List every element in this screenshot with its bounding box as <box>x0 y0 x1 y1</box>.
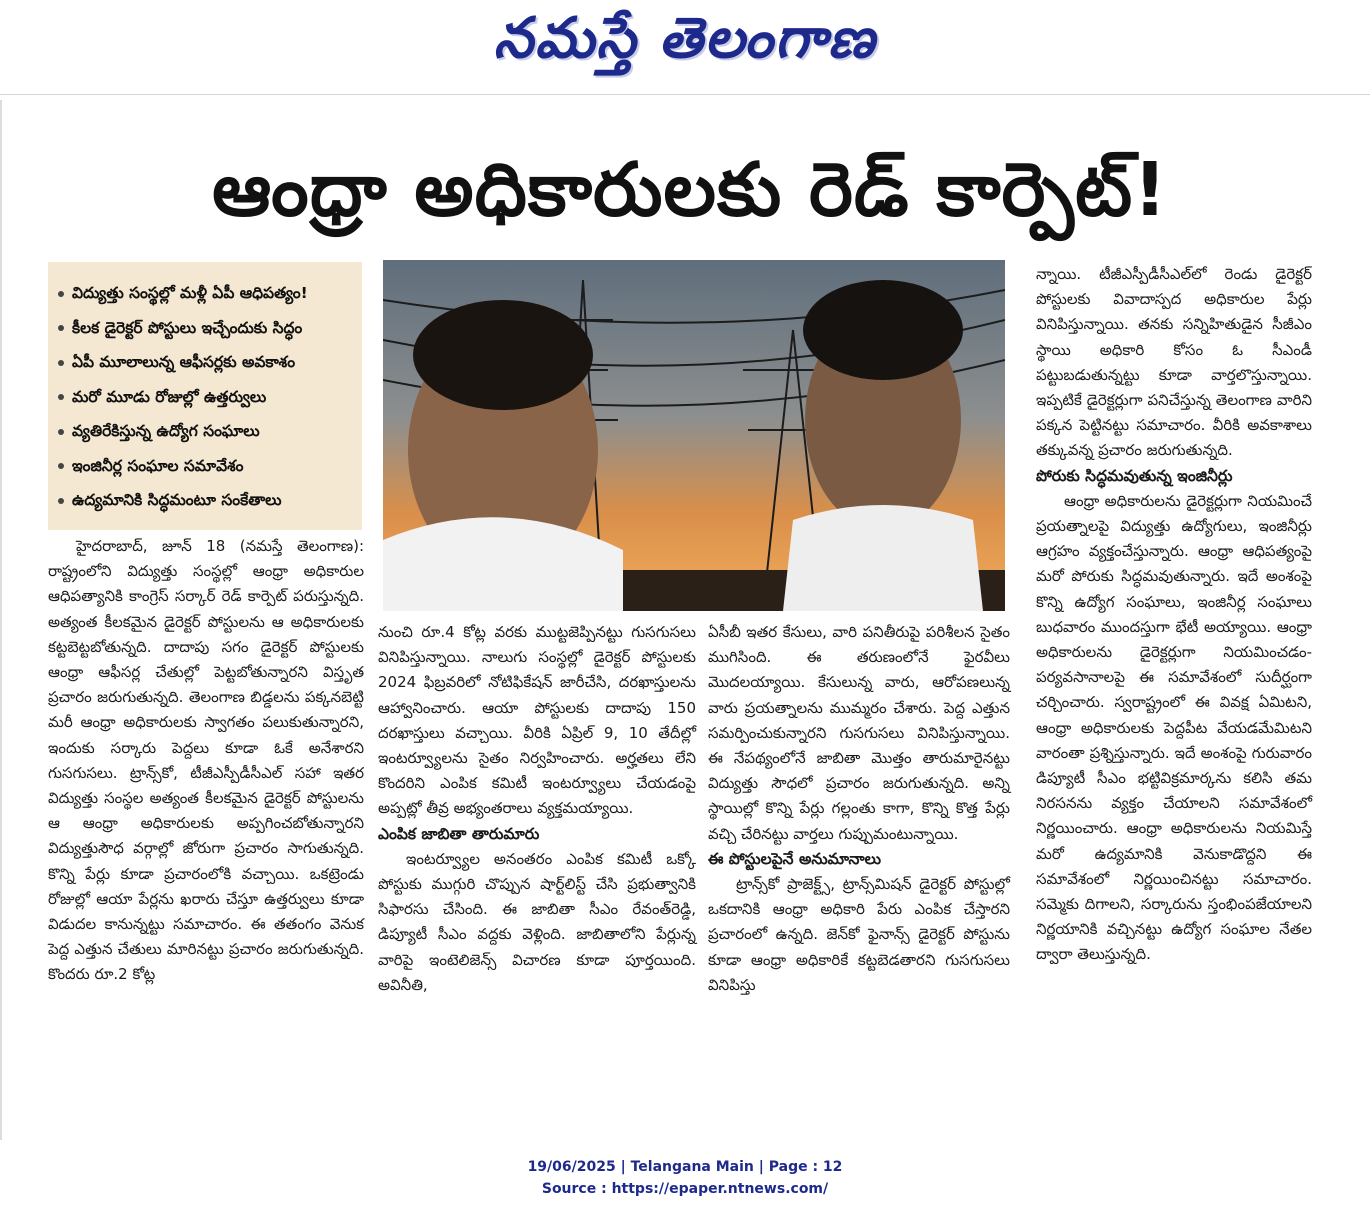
article-photo <box>383 260 1005 611</box>
bullet-icon <box>58 429 64 435</box>
subheading: ఎంపిక జాబితా తారుమారు <box>378 824 540 843</box>
article-column-2 <box>378 620 696 998</box>
masthead <box>0 0 1370 92</box>
bullet-icon <box>58 463 64 469</box>
source-link[interactable]: Source : https://epaper.ntnews.com/ <box>541 1181 829 1197</box>
bullet-icon <box>58 325 64 331</box>
subheading: పోరుకు సిద్ధమవుతున్న ఇంజినీర్లు <box>1036 466 1233 485</box>
article-column-4 <box>1036 262 1312 968</box>
paragraph: ఇంటర్వ్యూల అనంతరం ఎంపిక కమిటీ ఒక్కో పోస్టుకు ముగ్గురి చొప్పున షార్ట్‌లిస్ట్‌ చేసి ప్రభుత్వానికి సిఫారసు చేసింది. ఈ జాబితా సీఎం రేవంత్‌రెడ్డి, డిప్యూటీ సీఎం వద్దకు వెళ్లింది. జాబితాలోని పేర్లున్న వారిపై ఇంటెలిజెన్స్‌ విచారణ కూడా పూర్తయింది. అవినీతి, <box>378 849 696 994</box>
bullet-icon <box>58 394 64 400</box>
highlight-item: వ్యతిరేకిస్తున్న ఉద్యోగ సంఘాలు <box>58 414 354 449</box>
bullet-icon <box>58 360 64 366</box>
edition-info: 19/06/2025 | Telangana Main | Page : 12 <box>527 1159 843 1175</box>
highlights-box <box>48 262 362 530</box>
paragraph: ట్రాన్స్‌కో ప్రాజెక్ట్స్‌, ట్రాన్స్‌మిషన్‌ డైరెక్టర్‌ పోస్టుల్లో ఒకదానికి ఆంధ్రా అధికారి పేరు ఎంపిక చేస్తారని ప్రచారంలో ఉన్నది. జెన్‌కో ఫైనాన్స్‌ డైరెక్టర్‌ పోస్టును కూడా ఆంధ్రా అధికారికే కట్టబెడతారని గుసగుసలు వినిపిస్తు <box>708 875 1010 994</box>
article-column-1 <box>48 534 364 988</box>
paragraph: న్నాయి. టీజీఎస్పీడీసీఎల్‌లో రెండు డైరెక్టర్‌ పోస్టులకు వివాదాస్పద అధికారుల పేర్లు వినిపిస్తున్నాయి. తనకు సన్నిహితుడైన సీజీఎం స్థాయి అధికారి కోసం ఓ సీఎండీ పట్టుబడుతున్నట్టు కూడా వార్తలొస్తున్నాయి. ఇప్పటికే డైరెక్టర్లుగా పనిచేస్తున్న తెలంగాణ వారిని పక్కన పెట్టినట్టు సమాచారం. వీరికి అవకాశాలు తక్కువన్న ప్రచారం జరుగుతున్నది. <box>1036 265 1312 460</box>
bullet-icon <box>58 498 64 504</box>
article-column-3 <box>708 620 1010 998</box>
highlight-item: ఇంజినీర్ల సంఘాల సమావేశం <box>58 449 354 484</box>
bullet-icon <box>58 291 64 297</box>
highlight-item: ఏపీ మూలాలున్న ఆఫీసర్లకు అవకాశం <box>58 345 354 380</box>
article-headline: ఆంధ్రా అధికారులకు రెడ్‌ కార్పెట్‌! <box>212 147 1168 233</box>
highlight-item: కీలక డైరెక్టర్‌ పోస్టులు ఇచ్చేందుకు సిద్ధం <box>58 311 354 346</box>
divider <box>0 94 1370 95</box>
newspaper-logo: నమస్తే తెలంగాణ <box>493 6 877 71</box>
paragraph: ఆంధ్రా అధికారులను డైరెక్టర్లుగా నియమించే ప్రయత్నాలపై విద్యుత్తు ఉద్యోగులు, ఇంజినీర్లు ఆగ్రహం వ్యక్తంచేస్తున్నారు. ఆంధ్రా ఆధిపత్యంపై మరో పోరుకు సిద్ధమవుతున్నారు. ఇదే అంశంపై కొన్ని ఉద్యోగ సంఘాలు, ఇంజినీర్ల సంఘాలు బుధవారం ముందస్తుగా భేటీ అయ్యాయి. ఆంధ్రా అధికారులను డైరెక్టర్లుగా నియమించడం- పర్యవసానాలపై ఈ సమావేశంలో సుదీర్ఘంగా చర్చించారు. స్వరాష్ట్రంలో ఈ వివక్ష ఏమిటని, ఆంధ్రా అధికారులకు పెద్దపీట వేయడమేమిటని వారంతా ప్రశ్నిస్తున్నారు. ఇదే అంశంపై గురువారం డిప్యూటీ సీఎం భట్టివిక్రమార్కను కలిసి తమ నిరసనను వ్యక్తం చేయాలని సమావేశంలో నిర్ణయించారు. ఆంధ్రా అధికారులను నియమిస్తే మరో ఉద్యమానికి వెనుకాడొద్దని ఈ సమావేశంలో నిర్ణయించినట్టు సమాచారం. సమ్మెకు దిగాలని, సర్కారును స్తంభింపజేయాలని నిర్ణయానికి వచ్చినట్టు ఉద్యోగ సంఘాల నేతల ద్వారా తెలుస్తున్నది. <box>1036 491 1312 964</box>
page-footer <box>0 1156 1370 1200</box>
highlight-item: మరో మూడు రోజుల్లో ఉత్తర్వులు <box>58 380 354 415</box>
paragraph: ఏసీబీ ఇతర కేసులు, వారి పనితీరుపై పరిశీలన సైతం ముగిసింది. ఈ తరుణంలోనే ఫైరవీలు మొదలయ్యాయి. కేసులున్న వారు, ఆరోపణలున్న వారు ప్రయత్నాలను ముమ్మరం చేశారు. పెద్ద ఎత్తున సమర్పించుకున్నారని గుసగుసలు వినిపిస్తున్నాయి. ఈ నేపథ్యంలోనే జాబితా మొత్తం తారుమారైనట్టు విద్యుత్తు సౌధలో ప్రచారం జరుగుతున్నది. అన్ని స్థాయిల్లో కొన్ని పేర్లు గల్లంతు కాగా, కొన్ని కొత్త పేర్లు వచ్చి చేరినట్టు వార్తలు గుప్పుమంటున్నాయి. <box>708 623 1010 843</box>
subheading: ఈ పోస్టులపైనే అనుమానాలు <box>708 849 881 868</box>
paragraph: నుంచి రూ.4 కోట్ల వరకు ముట్టజెప్పినట్టు గుసగుసలు వినిపిస్తున్నాయి. నాలుగు సంస్థల్లో డైరెక్టర్‌ పోస్టులకు 2024 ఫిబ్రవరిలో నోటిఫికేషన్‌ జారీచేసి, దరఖాస్తులను ఆహ్వానించారు. ఆయా పోస్టులకు దాదాపు 150 దరఖాస్తులు వచ్చాయి. వీరికి ఏప్రిల్‌ 9, 10 తేదీల్లో ఇంటర్వ్యూలను సైతం నిర్వహించారు. అర్హతలు లేని కొందరిని ఎంపిక కమిటీ ఇంటర్వ్యూలు చేయడంపై అప్పట్లో తీవ్ర అభ్యంతరాలు వ్యక్తమయ్యాయి. <box>378 623 696 818</box>
highlight-item: ఉద్యమానికి సిద్ధమంటూ సంకేతాలు <box>58 483 354 518</box>
paragraph: హైదరాబాద్‌, జూన్‌ 18 (నమస్తే తెలంగాణ): రాష్ట్రంలోని విద్యుత్తు సంస్థల్లో ఆంధ్రా అధికారుల ఆధిపత్యానికి కాంగ్రెస్‌ సర్కార్‌ రెడ్‌ కార్పెట్‌ పరుస్తున్నది. అత్యంత కీలకమైన డైరెక్టర్‌ పోస్టులను ఆ అధికారులకు కట్టబెట్టబోతున్నది. దాదాపు సగం డైరెక్టర్‌ పోస్టులకు ఆంధ్రా ఆఫీసర్ల చేతుల్లో పెట్టబోతున్నారని విస్తృత ప్రచారం జరుగుతున్నది. తెలంగాణ బిడ్డలను పక్కనబెట్టి మరీ ఆంధ్రా అధికారులకు స్వాగతం పలుకుతున్నారని, ఇందుకు సర్కారు పెద్దలు కూడా ఓకే అనేశారని గుసగుసలు. ట్రాన్స్‌కో, టీజీఎస్పీడీసీఎల్‌ సహా ఇతర విద్యుత్తు సంస్థల అత్యంత కీలకమైన డైరెక్టర్‌ పోస్టులను ఆ ఆంధ్రా అధికారులకు అప్పగించబోతున్నారని విద్యుత్తుసౌధ వర్గాల్లో జోరుగా ప్రచారం సాగుతున్నది. కొన్ని పేర్లు కూడా ప్రచారంలోకి వచ్చాయి. ఒకట్రెండు రోజుల్లో ఆయా పేర్లను ఖరారు చేస్తూ ఉత్తర్వులు కూడా విడుదల కానున్నట్టు సమాచారం. ఈ తతంగం వెనుక పెద్ద ఎత్తున చేతులు మారినట్టు ప్రచారం జరుగుతున్నది. కొందరు రూ.2 కోట్ల <box>48 537 364 984</box>
highlight-item: విద్యుత్తు సంస్థల్లో మళ్లీ ఏపీ ఆధిపత్యం! <box>58 276 354 311</box>
divider <box>0 100 2 1140</box>
